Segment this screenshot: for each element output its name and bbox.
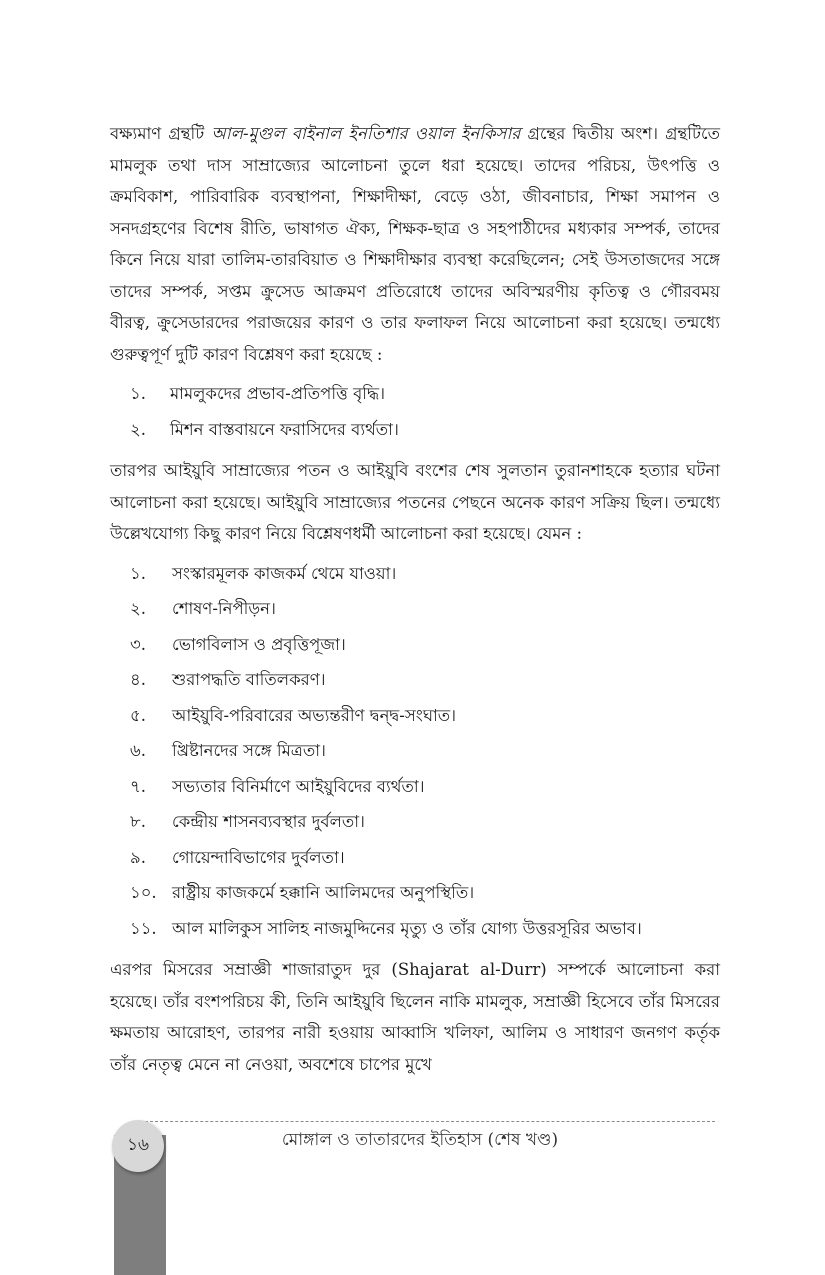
list-text: মামলুকদের প্রভাব-প্রতিপত্তি বৃদ্ধি। (170, 384, 386, 403)
list-item (110, 911, 720, 947)
list-text: শুরাপদ্ধতি বাতিলকরণ। (172, 670, 326, 689)
list-item (110, 875, 720, 911)
list-number: ২. (130, 599, 146, 618)
list-item (110, 662, 720, 698)
intro-paragraph (110, 118, 720, 370)
list-item (110, 840, 720, 876)
list-text: খ্রিষ্টানদের সঙ্গে মিত্রতা। (172, 741, 326, 760)
list-text: সভ্যতার বিনির্মাণে আইয়ুবিদের ব্যর্থতা। (172, 776, 425, 796)
list-number: ৫. (130, 705, 146, 725)
list-item (110, 376, 720, 412)
second-paragraph: তারপর আইয়ুবি সাম্রাজ্যের পতন ও আইয়ুবি বংশের শেষ সুলতান তুরানশাহকে হত্যার ঘটনা আলোচনা করা হয়েছে। আইয়ুবি সাম্রাজ্যের পতনের পেছনে অনেক কারণ সক্রিয় ছিল। তন্মধ্যে উল্লেখযোগ্য কিছু কারণ নিয়ে বিশ্লেষণধর্মী আলোচনা করা হয়েছে। যেমন : (110, 461, 720, 543)
list-number: ১. (130, 384, 146, 403)
list-number: ১১. (130, 918, 157, 938)
list-text: শোষণ-নিপীড়ন। (172, 599, 276, 618)
third-paragraph: এরপর মিসরের সম্রাজ্ঞী শাজারাতুদ দুর (Shajarat al-Durr) সম্পর্কে আলোচনা করা হয়েছে। তাঁর বংশপরিচয় কী, তিনি আইয়ুবি ছিলেন নাকি মামলুক, সম্রাজ্ঞী হিসেবে তাঁর মিসরের ক্ষমতায় আরোহণ, তারপর নারী হওয়ায় আব্বাসি খলিফা, আলিম ও সাধারণ জনগণ কর্তৃক তাঁর নেতৃত্ব মেনে না নেওয়া, অবশেষে চাপের মুখে (110, 960, 720, 1074)
list-text: ভোগবিলাস ও প্রবৃত্তিপূজা। (172, 634, 346, 654)
list-number: ৩. (130, 634, 146, 654)
list-text: কেন্দ্রীয় শাসনব্যবস্থার দুর্বলতা। (172, 812, 365, 831)
list-text: আইয়ুবি-পরিবারের অভ্যন্তরীণ দ্বন্দ্ব-সংঘাত। (172, 705, 457, 725)
list-number: ১. (130, 563, 146, 583)
list-text: আল মালিকুস সালিহ নাজমুদ্দিনের মৃত্যু ও তাঁর যোগ্য উত্তরসূরির অভাব। (172, 918, 642, 938)
list-number: ৪. (130, 670, 146, 689)
list-text: সংস্কারমূলক কাজকর্ম থেমে যাওয়া। (172, 563, 397, 583)
list-item (110, 769, 720, 805)
footer-divider (140, 1121, 715, 1122)
running-title: মোঙ্গাল ও তাতারদের ইতিহাস (শেষ খণ্ড) (281, 1130, 559, 1150)
list-item (110, 698, 720, 734)
list-item (110, 627, 720, 663)
list-text: মিশন বাস্তবায়নে ফরাসিদের ব্যর্থতা। (170, 419, 399, 439)
list-text: রাষ্ট্রীয় কাজকর্মে হক্কানি আলিমদের অনুপস্থিতি। (172, 883, 475, 902)
list-text: গোয়েন্দাবিভাগের দুর্বলতা। (172, 847, 345, 867)
list-number: ১০. (130, 883, 157, 902)
list-number: ৯. (130, 847, 146, 867)
list-item (110, 412, 720, 448)
intro-start: বক্ষ্যমাণ গ্রন্থটি (110, 124, 212, 143)
list-item (110, 591, 720, 627)
list-item (110, 804, 720, 840)
intro-rest: গ্রন্থের দ্বিতীয় অংশ। গ্রন্থটিতে মামলুক তথা দাস সাম্রাজ্যের আলোচনা তুলে ধরা হয়েছে। তাদের পরিচয়, উৎপত্তি ও ক্রমবিকাশ, পারিবারিক ব্যবস্থাপনা, শিক্ষাদীক্ষা, বেড়ে ওঠা, জীবনাচার, শিক্ষা সমাপন ও সনদগ্রহণের বিশেষ রীতি, ভাষাগত ঐক্য, শিক্ষক-ছাত্র ও সহপাঠীদের মধ্যকার সম্পর্ক, তাদের কিনে নিয়ে যারা তালিম-তারবিয়াত ও শিক্ষাদীক্ষার ব্যবস্থা করেছিলেন; সেই উসতাজদের সঙ্গে তাদের সম্পর্ক, সপ্তম ক্রুসেড আক্রমণ প্রতিরোধে তাদের অবিস্মরণীয় কৃতিত্ব ও গৌরবময় বীরত্ব, ক্রুসেডারদের পরাজয়ের কারণ ও তার ফলাফল নিয়ে আলোচনা করা হয়েছে। তন্মধ্যে গুরুত্বপূর্ণ দুটি কারণ বিশ্লেষণ করা হয়েছে : (110, 124, 720, 364)
book-title: আল-মুগুল বাইনাল ইনতিশার ওয়াল ইনকিসার (211, 124, 521, 143)
list-number: ৬. (130, 741, 146, 760)
ayyubid-reasons-list (110, 556, 720, 947)
page-body (110, 118, 720, 1080)
fall-reasons-list (110, 376, 720, 447)
list-number: ২. (130, 419, 146, 439)
list-item (110, 733, 720, 769)
page-number: ১৬ (112, 1120, 164, 1172)
list-number: ৭. (130, 776, 146, 796)
list-number: ৮. (130, 812, 146, 831)
list-item (110, 556, 720, 592)
